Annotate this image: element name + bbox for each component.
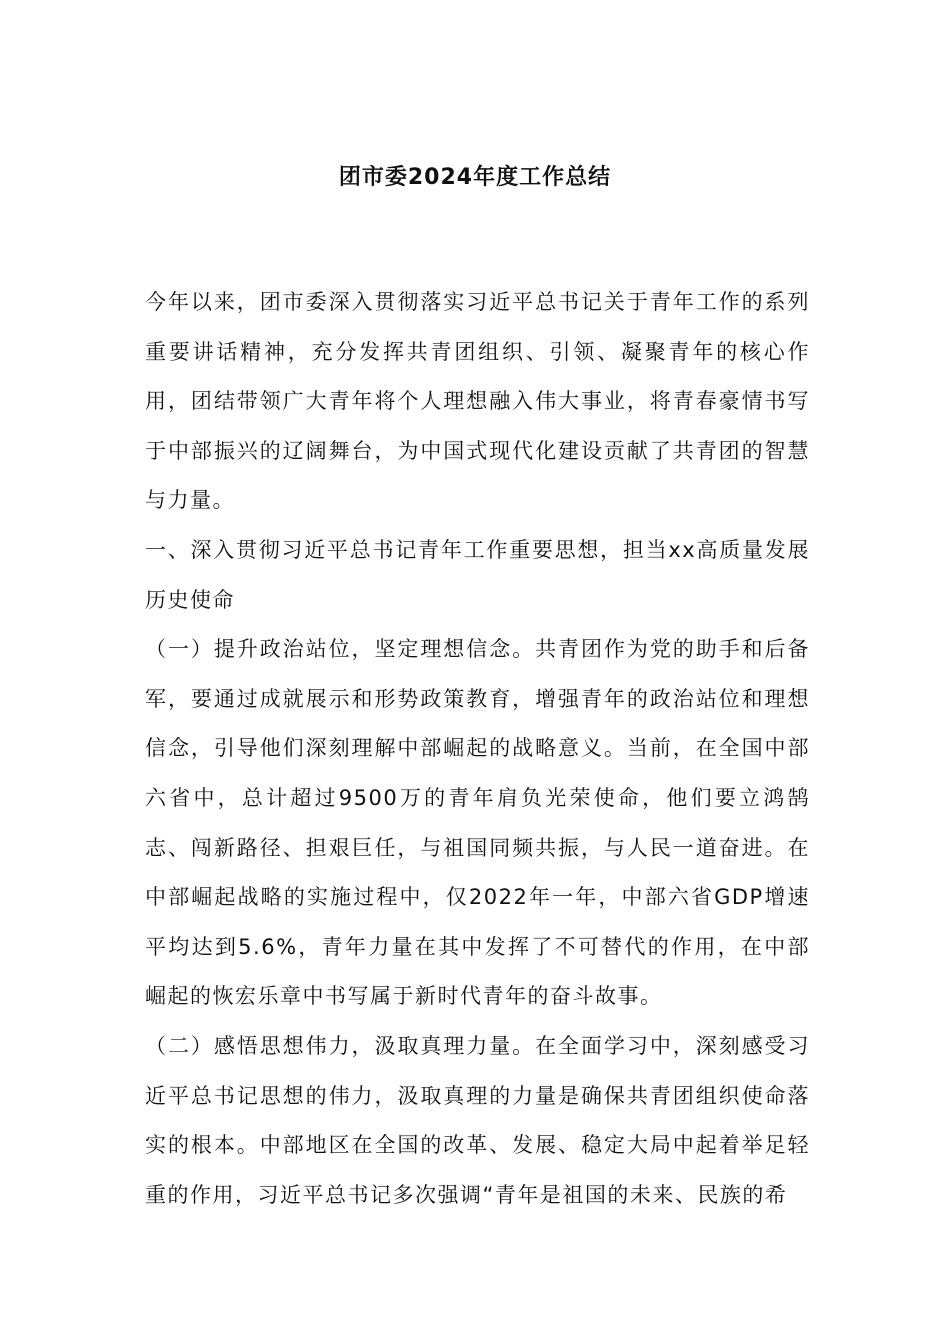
- document-title: 团市委2024年度工作总结: [338, 165, 612, 190]
- paragraph-subsection-2: （二）感悟思想伟力，汲取真理力量。在全面学习中，深刻感受习近平总书记思想的伟力，汲取真理的力量是确保共青团组织使命落实的根本。中部地区在全国的改革、发展、稳定大局中起着举足轻重的作用，习近平总书记多次强调“青年是祖国的未来、民族的希: [145, 1033, 810, 1207]
- section-heading-1: 一、深入贯彻习近平总书记青年工作重要思想，担当xx高质量发展历史使命: [145, 537, 810, 612]
- paragraph-intro: 今年以来，团市委深入贯彻落实习近平总书记关于青年工作的系列重要讲话精神，充分发挥共青团组织、引领、凝聚青年的核心作用，团结带领广大青年将个人理想融入伟大事业，将青春豪情书写于中部振兴的辽阔舞台，为中国式现代化建设贡献了共青团的智慧与力量。: [145, 290, 810, 513]
- paragraph-subsection-1: （一）提升政治站位，坚定理想信念。共青团作为党的助手和后备军，要通过成就展示和形势政策教育，增强青年的政治站位和理想信念，引导他们深刻理解中部崛起的战略意义。当前，在全国中部六省中，总计超过9500万的青年肩负光荣使命，他们要立鸿鹄志、闯新路径、担艰巨任，与祖国同频共振，与人民一道奋进。在中部崛起战略的实施过程中，仅2022年一年，中部六省GDP增速平均达到5.6%，青年力量在其中发挥了不可替代的作用，在中部崛起的恢宏乐章中书写属于新时代青年的奋斗故事。: [145, 637, 810, 1009]
- document-body: [145, 278, 810, 1220]
